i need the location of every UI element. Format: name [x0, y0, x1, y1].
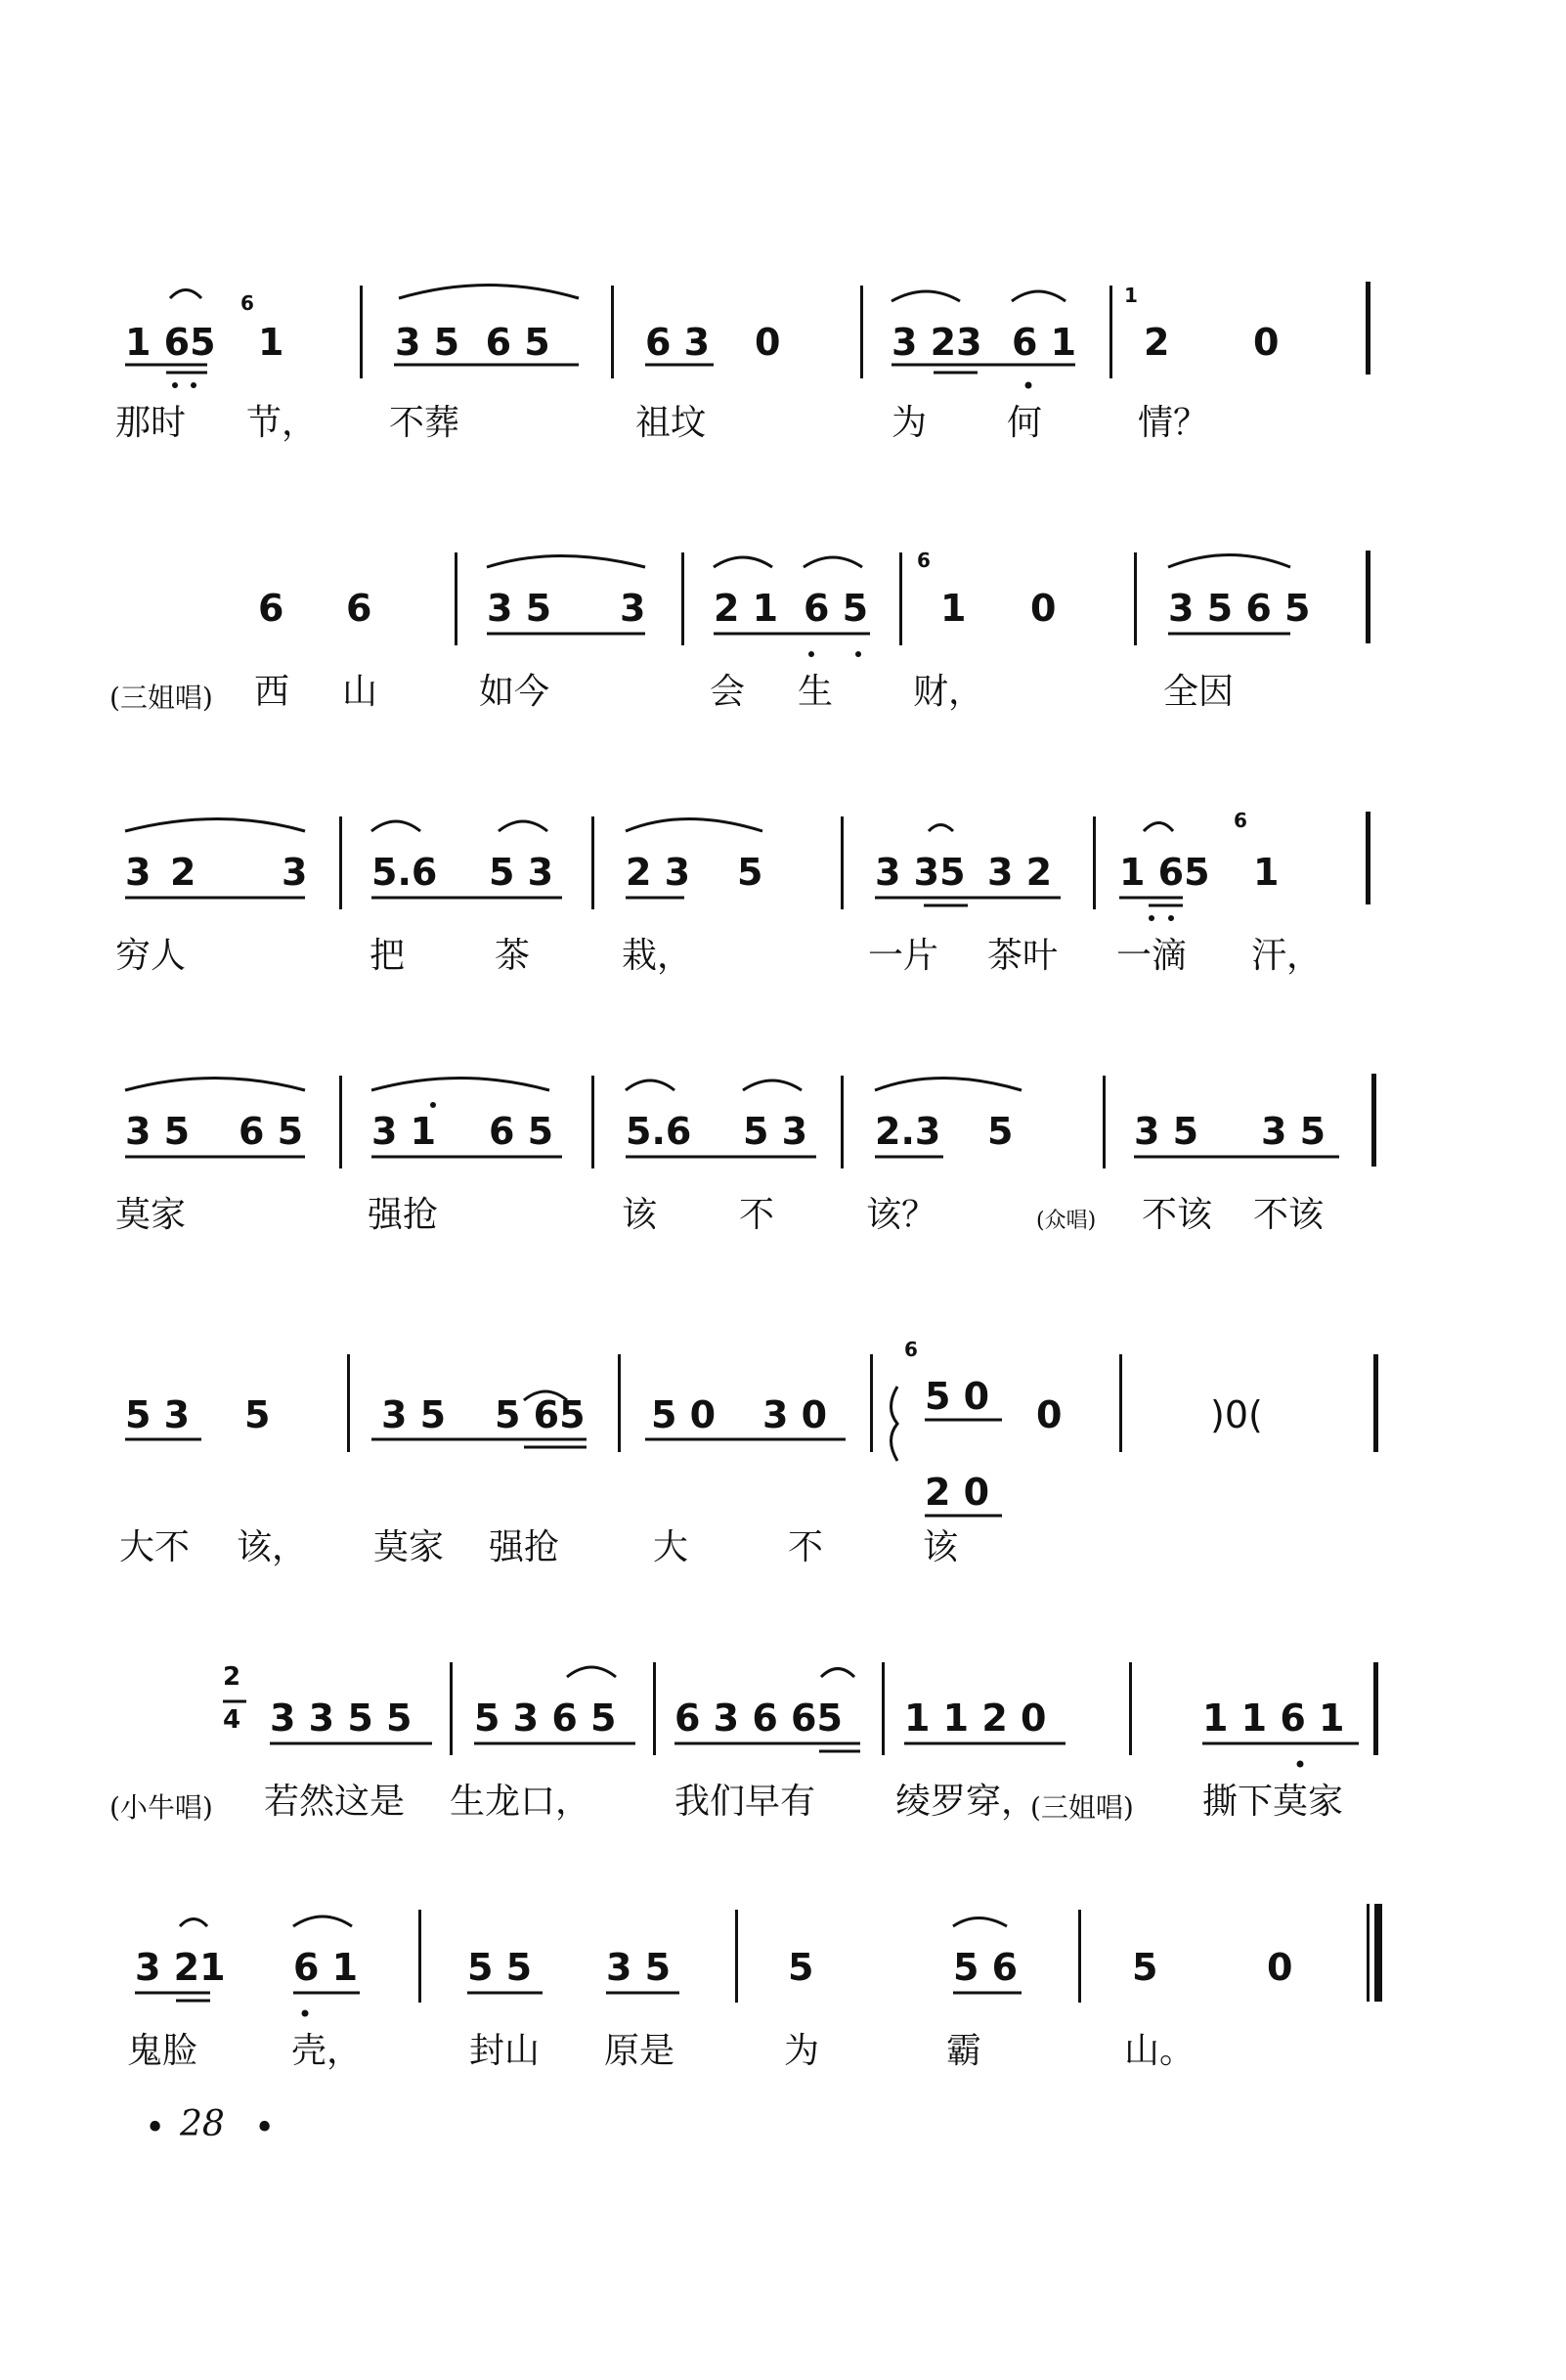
- note-group: 6: [258, 587, 284, 630]
- role-marker: (众唱): [1036, 1209, 1097, 1233]
- rest-marker: )0(: [1210, 1393, 1263, 1436]
- page-number: 28: [180, 2104, 225, 2144]
- lyric-text: 不: [739, 1195, 775, 1235]
- note-group: 6 3 6 65: [674, 1697, 843, 1740]
- lyric-text: 我们早有: [674, 1782, 816, 1822]
- note-group: 6 5: [489, 1110, 554, 1153]
- time-signature-bottom: 4: [223, 1705, 241, 1735]
- barline: [841, 816, 844, 909]
- note-group: 5: [244, 1393, 271, 1436]
- lyric-text: 节，: [246, 403, 318, 443]
- note-group: 5 65: [495, 1393, 586, 1436]
- note-group: 3 5: [606, 1946, 672, 1989]
- note-group: 3 5: [1134, 1110, 1199, 1153]
- lyric-text: 鬼脸: [127, 2031, 198, 2071]
- lyric-text: 莫家: [115, 1195, 187, 1235]
- lyric-text: 把: [370, 936, 406, 976]
- row-2-markings: [0, 533, 1566, 709]
- barline: [1373, 1662, 1378, 1755]
- barline: [735, 1910, 738, 2003]
- note-group: 2 0: [925, 1471, 990, 1514]
- note-group: 6 5: [804, 587, 869, 630]
- lyric-text: 茶: [495, 936, 531, 976]
- lyric-text: 为: [892, 403, 928, 443]
- lyric-text: 情？: [1138, 403, 1209, 443]
- lyric-text: 生龙口，: [450, 1782, 591, 1822]
- note-group: 3 5 6 5: [395, 321, 550, 364]
- barline: [339, 816, 342, 909]
- note-group: 5: [987, 1110, 1014, 1153]
- barline: [347, 1354, 350, 1452]
- lyric-text: 强抢: [368, 1195, 439, 1235]
- barline: [339, 1076, 342, 1168]
- barline: [1366, 551, 1370, 643]
- note-group: 3 5: [487, 587, 552, 630]
- note-group: 6 1: [293, 1946, 359, 1989]
- lyric-text: 一片: [868, 936, 939, 976]
- lyric-text: 大: [653, 1527, 689, 1567]
- grace-note: 6: [1234, 809, 1247, 832]
- lyric-text: 不葬: [389, 403, 460, 443]
- lyric-text: 霸: [946, 2031, 982, 2071]
- lyric-text: 为: [784, 2031, 820, 2071]
- note-group: 5 3: [125, 1393, 191, 1436]
- note-group: 3 5: [1261, 1110, 1327, 1153]
- note-group: 2: [1144, 321, 1170, 364]
- note-group: 0: [1036, 1393, 1063, 1436]
- note-group: 3 35: [875, 851, 966, 894]
- note-group: 0: [1030, 587, 1057, 630]
- lyric-text: 该，: [237, 1527, 308, 1567]
- barline: [1109, 286, 1112, 378]
- note-group: 5 0: [651, 1393, 717, 1436]
- note-group: 3 3 5 5: [270, 1697, 413, 1740]
- score-system-4: [0, 1056, 1566, 1235]
- note-group: 5.6: [371, 851, 438, 894]
- lyric-text: 栽，: [622, 936, 693, 976]
- note-group: 3 21: [135, 1946, 226, 1989]
- barline: [1129, 1662, 1132, 1755]
- barline: [1371, 1074, 1376, 1167]
- note-group: 3: [620, 587, 646, 630]
- lyric-text: 财，: [913, 672, 984, 712]
- lyric-text: 生: [798, 672, 834, 712]
- note-group: 0: [755, 321, 781, 364]
- note-group: 3 1: [371, 1110, 437, 1153]
- note-group: 3: [282, 851, 308, 894]
- lyric-text: 全因: [1163, 672, 1235, 712]
- barline: [455, 552, 457, 645]
- barline: [841, 1076, 844, 1168]
- time-signature-top: 2: [223, 1662, 241, 1692]
- barline: [1134, 552, 1137, 645]
- lyric-text: 一滴: [1116, 936, 1188, 976]
- lyric-text: 会: [710, 672, 746, 712]
- note-group: 5: [737, 851, 763, 894]
- note-group: 1: [1253, 851, 1280, 894]
- lyric-text: 山。: [1124, 2031, 1196, 2071]
- note-group: 3 5: [381, 1393, 447, 1436]
- note-group: 5 3: [743, 1110, 808, 1153]
- barline: [860, 286, 863, 378]
- note-group: 1: [258, 321, 284, 364]
- note-group: 2.3: [875, 1110, 941, 1153]
- note-group: 5 0: [925, 1375, 990, 1418]
- lyric-text: 该？: [866, 1195, 937, 1235]
- note-group: 5 6: [953, 1946, 1019, 1989]
- note-group: 3: [125, 851, 152, 894]
- row-7-markings: [0, 1892, 1566, 2068]
- note-group: 0: [1253, 321, 1280, 364]
- barline: [418, 1910, 421, 2003]
- role-marker: (小牛唱): [109, 1791, 213, 1824]
- barline: [1078, 1910, 1081, 2003]
- lyric-text: 西: [254, 672, 290, 712]
- note-group: 3 23: [892, 321, 982, 364]
- barline: [1093, 816, 1096, 909]
- note-group: 1 65: [1119, 851, 1210, 894]
- lyric-text: 不该: [1253, 1195, 1325, 1235]
- barline: [882, 1662, 885, 1755]
- final-barline-thick: [1374, 1904, 1382, 2002]
- barline: [360, 286, 363, 378]
- note-group: 1: [940, 587, 967, 630]
- lyric-text: 该: [622, 1195, 658, 1235]
- page-number-dot-right: •: [254, 2108, 276, 2148]
- lyric-text: 若然这是: [264, 1782, 406, 1822]
- barline: [1119, 1354, 1122, 1452]
- lyric-text: 穷人: [115, 936, 187, 976]
- note-group: 3 5: [125, 1110, 191, 1153]
- lyric-text: 山: [342, 672, 378, 712]
- score-system-7: [0, 1892, 1566, 2071]
- barline: [870, 1354, 873, 1452]
- note-group: 5 3 6 5: [474, 1697, 617, 1740]
- grace-note: 6: [904, 1338, 918, 1361]
- lyric-text: 汗，: [1251, 936, 1323, 976]
- note-group: 5: [1132, 1946, 1158, 1989]
- lyric-text: 封山: [469, 2031, 541, 2071]
- barline: [1103, 1076, 1106, 1168]
- lyric-text: 强抢: [489, 1527, 560, 1567]
- note-group: 0: [1267, 1946, 1293, 1989]
- lyric-text: 莫家: [373, 1527, 445, 1567]
- barline: [591, 816, 594, 909]
- barline: [899, 552, 902, 645]
- lyric-text: 撕下莫家: [1202, 1782, 1344, 1822]
- score-system-5: [0, 1310, 1566, 1574]
- lyric-text: 如今: [479, 672, 550, 712]
- score-system-3: [0, 797, 1566, 976]
- barline: [1366, 282, 1370, 375]
- note-group: 5 3: [489, 851, 554, 894]
- note-group: 3 2: [987, 851, 1053, 894]
- score-system-2: [0, 533, 1566, 714]
- lyric-text: 何: [1007, 403, 1043, 443]
- lyric-text: 茶叶: [987, 936, 1059, 976]
- note-group: 6 3: [645, 321, 711, 364]
- note-group: 3 0: [762, 1393, 828, 1436]
- lyric-text: 壳，: [291, 2031, 363, 2071]
- note-group: 2: [170, 851, 196, 894]
- lyric-text: 绫罗穿，: [895, 1782, 1037, 1822]
- note-group: 6: [346, 587, 372, 630]
- lyric-text: 祖坟: [635, 403, 707, 443]
- note-group: 1 65: [125, 321, 216, 364]
- lyric-text: 原是: [604, 2031, 675, 2071]
- final-barline-thin: [1367, 1904, 1370, 2002]
- row-1-markings: [0, 264, 1566, 440]
- note-group: 5.6: [626, 1110, 692, 1153]
- row-3-markings: [0, 797, 1566, 973]
- note-group: 1 1 6 1: [1202, 1697, 1345, 1740]
- lyric-text: 大不: [119, 1527, 191, 1567]
- barline: [653, 1662, 656, 1755]
- barline: [611, 286, 614, 378]
- row-5-markings: [0, 1310, 1566, 1574]
- barline: [450, 1662, 453, 1755]
- score-system-6: [0, 1643, 1566, 1824]
- note-group: 3 5 6 5: [1168, 587, 1311, 630]
- note-group: 6 1: [1012, 321, 1077, 364]
- score-system-1: [0, 264, 1566, 443]
- note-group: 5: [788, 1946, 814, 1989]
- barline: [1373, 1354, 1378, 1452]
- barline: [618, 1354, 621, 1452]
- grace-note: 1: [1124, 284, 1138, 307]
- grace-note: 6: [240, 291, 254, 315]
- role-marker: (三姐唱): [1030, 1791, 1134, 1824]
- barline: [681, 552, 684, 645]
- lyric-text: 不: [788, 1527, 824, 1567]
- lyric-text: 不该: [1142, 1195, 1213, 1235]
- role-marker: (三姐唱): [109, 682, 213, 714]
- lyric-text: 那时: [115, 403, 187, 443]
- grace-note: 6: [917, 549, 931, 572]
- page-number-dot-left: •: [145, 2108, 166, 2148]
- note-group: 2 1: [714, 587, 779, 630]
- lyric-text: 该: [923, 1527, 959, 1567]
- note-group: 5 5: [467, 1946, 533, 1989]
- note-group: 2 3: [626, 851, 691, 894]
- note-group: 6 5: [239, 1110, 304, 1153]
- barline: [591, 1076, 594, 1168]
- note-group: 1 1 2 0: [904, 1697, 1047, 1740]
- barline: [1366, 812, 1370, 904]
